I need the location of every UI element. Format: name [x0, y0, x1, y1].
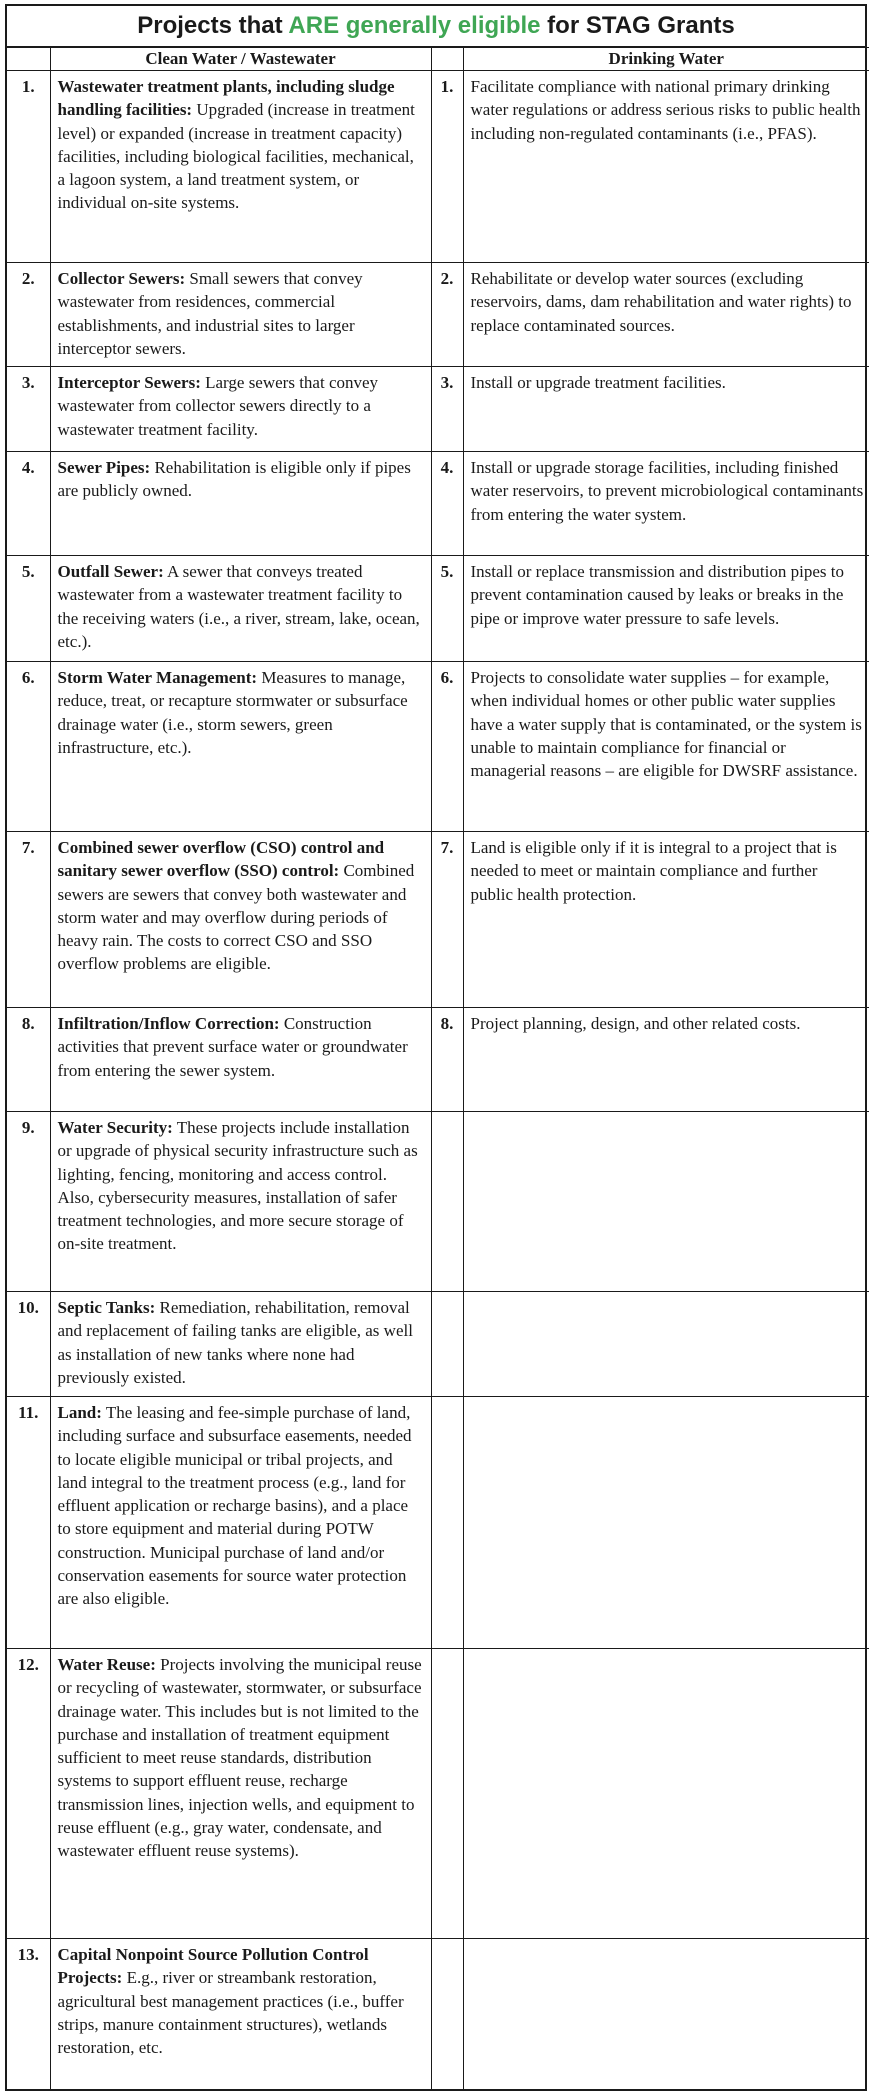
- dw-number: 3.: [431, 367, 463, 452]
- header-num-blank: [7, 48, 50, 71]
- cw-title: Water Security:: [57, 1118, 173, 1137]
- dw-description: Land is eligible only if it is integral to a project that is needed to meet or maintain compliance and further public health protection.: [463, 832, 869, 1008]
- table-row: [7, 1112, 869, 1292]
- table-row: [7, 71, 869, 263]
- dw-number: [431, 1112, 463, 1292]
- cw-description: [50, 1397, 431, 1649]
- dw-number: 1.: [431, 71, 463, 263]
- dw-number: 5.: [431, 556, 463, 662]
- dw-number: [431, 1939, 463, 2089]
- header-row: [7, 48, 869, 71]
- dw-description: Install or replace transmission and distribution pipes to prevent contamination caused by leaks or breaks in the pipe or improve water pressure to safe levels.: [463, 556, 869, 662]
- cw-description: [50, 1939, 431, 2089]
- cw-title: Outfall Sewer:: [57, 562, 164, 581]
- dw-number: 2.: [431, 263, 463, 367]
- cw-description: [50, 1008, 431, 1112]
- cw-title: Septic Tanks:: [57, 1298, 156, 1317]
- cw-text: Rehabilitation is eligible only if pipes are publicly owned.: [57, 458, 411, 501]
- table-row: [7, 452, 869, 556]
- cw-title: Land:: [57, 1403, 102, 1422]
- table-row: [7, 662, 869, 832]
- dw-number: 7.: [431, 832, 463, 1008]
- cw-number: 7.: [7, 832, 50, 1008]
- cw-text: These projects include installation or upgrade of physical security infrastructure such as lighting, fencing, monitoring and access control. Also, cybersecurity measures, installation of safer treatment technologies, and more secure storage of on-site treatment.: [57, 1118, 418, 1254]
- cw-text: Construction activities that prevent surface water or groundwater from entering the sewer system.: [57, 1014, 408, 1080]
- table-row: [7, 367, 869, 452]
- cw-number: 8.: [7, 1008, 50, 1112]
- document-title: [7, 6, 865, 47]
- cw-title: Collector Sewers:: [57, 269, 186, 288]
- dw-number: [431, 1397, 463, 1649]
- cw-text: Combined sewers are sewers that convey both wastewater and storm water and may overflow during periods of heavy rain. The costs to correct CSO and SSO overflow problems are eligible.: [57, 861, 415, 974]
- cw-title: Combined sewer overflow (CSO) control and sanitary sewer overflow (SSO) control:: [57, 838, 385, 881]
- title-highlight: ARE generally eligible: [288, 12, 541, 39]
- cw-description: [50, 1292, 431, 1397]
- dw-description: Projects to consolidate water supplies – for example, when individual homes or other public water supplies have a water supply that is contaminated, or the system is unable to maintain compliance for financial or managerial reasons – are eligible for DWSRF assistance.: [463, 662, 869, 832]
- cw-title: Interceptor Sewers:: [57, 373, 201, 392]
- cw-number: 10.: [7, 1292, 50, 1397]
- cw-text: The leasing and fee-simple purchase of land, including surface and subsurface easements, needed to locate eligible municipal or tribal projects, and land integral to the treatment process (e.g., land for effluent application or recharge basins), and a place to store equipment and material during POTW construction. Municipal purchase of land and/or conservation easements for source water protection are also eligible.: [57, 1403, 412, 1609]
- cw-text: Projects involving the municipal reuse or recycling of wastewater, stormwater, or subsurface drainage water. This includes but is not limited to the purchase and installation of treatment equipment sufficient to meet reuse standards, distribution systems to support effluent reuse, recharge transmission lines, injection wells, and equipment to reuse effluent (e.g., gray water, condensate, and wastewater effluent reuse systems).: [57, 1655, 422, 1861]
- cw-number: 5.: [7, 556, 50, 662]
- dw-description: [463, 1649, 869, 1939]
- cw-text: Upgraded (increase in treatment level) or expanded (increase in treatment capacity) facilities, including biological facilities, mechanical, a lagoon system, a land treatment system, or individual on-site systems.: [57, 100, 415, 213]
- table-row: [7, 1397, 869, 1649]
- dw-description: Rehabilitate or develop water sources (excluding reservoirs, dams, dam rehabilitation and water rights) to replace contaminated sources.: [463, 263, 869, 367]
- cw-description: [50, 71, 431, 263]
- cw-number: 13.: [7, 1939, 50, 2089]
- cw-description: [50, 1112, 431, 1292]
- table-row: [7, 832, 869, 1008]
- cw-number: 12.: [7, 1649, 50, 1939]
- dw-description: Project planning, design, and other related costs.: [463, 1008, 869, 1112]
- dw-number: 8.: [431, 1008, 463, 1112]
- table-row: [7, 556, 869, 662]
- cw-description: [50, 832, 431, 1008]
- dw-description: Install or upgrade storage facilities, including finished water reservoirs, to prevent microbiological contaminants from entering the water system.: [463, 452, 869, 556]
- title-suffix: for STAG Grants: [540, 12, 735, 39]
- cw-description: [50, 662, 431, 832]
- cw-description: [50, 263, 431, 367]
- cw-title: Wastewater treatment plants, including sludge handling facilities:: [57, 77, 395, 120]
- cw-description: [50, 556, 431, 662]
- dw-description: [463, 1397, 869, 1649]
- table-row: [7, 1008, 869, 1112]
- cw-description: [50, 367, 431, 452]
- table-row: [7, 1939, 869, 2089]
- cw-title: Water Reuse:: [57, 1655, 156, 1674]
- header-num-blank: [431, 48, 463, 71]
- cw-description: [50, 1649, 431, 1939]
- dw-description: [463, 1292, 869, 1397]
- table-row: [7, 1292, 869, 1397]
- title-prefix: Projects that: [137, 12, 289, 39]
- cw-description: [50, 452, 431, 556]
- cw-text: E.g., river or streambank restoration, agricultural best management practices (i.e., buffer strips, manure containment structures), wetlands restoration, etc.: [57, 1968, 404, 2058]
- cw-title: Capital Nonpoint Source Pollution Control Projects:: [57, 1945, 369, 1988]
- dw-description: Install or upgrade treatment facilities.: [463, 367, 869, 452]
- header-clean-water: Clean Water / Wastewater: [50, 48, 431, 71]
- cw-text: A sewer that conveys treated wastewater from a wastewater treatment facility to the receiving waters (i.e., a river, stream, lake, ocean, etc.).: [57, 562, 420, 651]
- cw-text: Small sewers that convey wastewater from residences, commercial establishments, and industrial sites to larger interceptor sewers.: [57, 269, 363, 358]
- cw-title: Infiltration/Inflow Correction:: [57, 1014, 280, 1033]
- cw-text: Remediation, rehabilitation, removal and replacement of failing tanks are eligible, as well as installation of new tanks where none had previously existed.: [57, 1298, 413, 1387]
- table-row: [7, 1649, 869, 1939]
- dw-description: [463, 1112, 869, 1292]
- header-drinking-water: Drinking Water: [463, 48, 869, 71]
- cw-number: 3.: [7, 367, 50, 452]
- eligibility-table: [7, 47, 869, 2089]
- dw-number: [431, 1292, 463, 1397]
- table-row: [7, 263, 869, 367]
- dw-number: 4.: [431, 452, 463, 556]
- eligibility-document: [5, 4, 867, 2091]
- dw-number: [431, 1649, 463, 1939]
- cw-number: 2.: [7, 263, 50, 367]
- cw-title: Sewer Pipes:: [57, 458, 151, 477]
- dw-number: 6.: [431, 662, 463, 832]
- cw-text: Measures to manage, reduce, treat, or recapture stormwater or subsurface drainage water (i.e., storm sewers, green infrastructure, etc.).: [57, 668, 408, 757]
- cw-title: Storm Water Management:: [57, 668, 258, 687]
- cw-number: 11.: [7, 1397, 50, 1649]
- cw-number: 6.: [7, 662, 50, 832]
- cw-number: 4.: [7, 452, 50, 556]
- dw-description: Facilitate compliance with national primary drinking water regulations or address serious risks to public health including non-regulated contaminants (i.e., PFAS).: [463, 71, 869, 263]
- cw-number: 1.: [7, 71, 50, 263]
- cw-number: 9.: [7, 1112, 50, 1292]
- dw-description: [463, 1939, 869, 2089]
- cw-text: Large sewers that convey wastewater from collector sewers directly to a wastewater treatment facility.: [57, 373, 379, 439]
